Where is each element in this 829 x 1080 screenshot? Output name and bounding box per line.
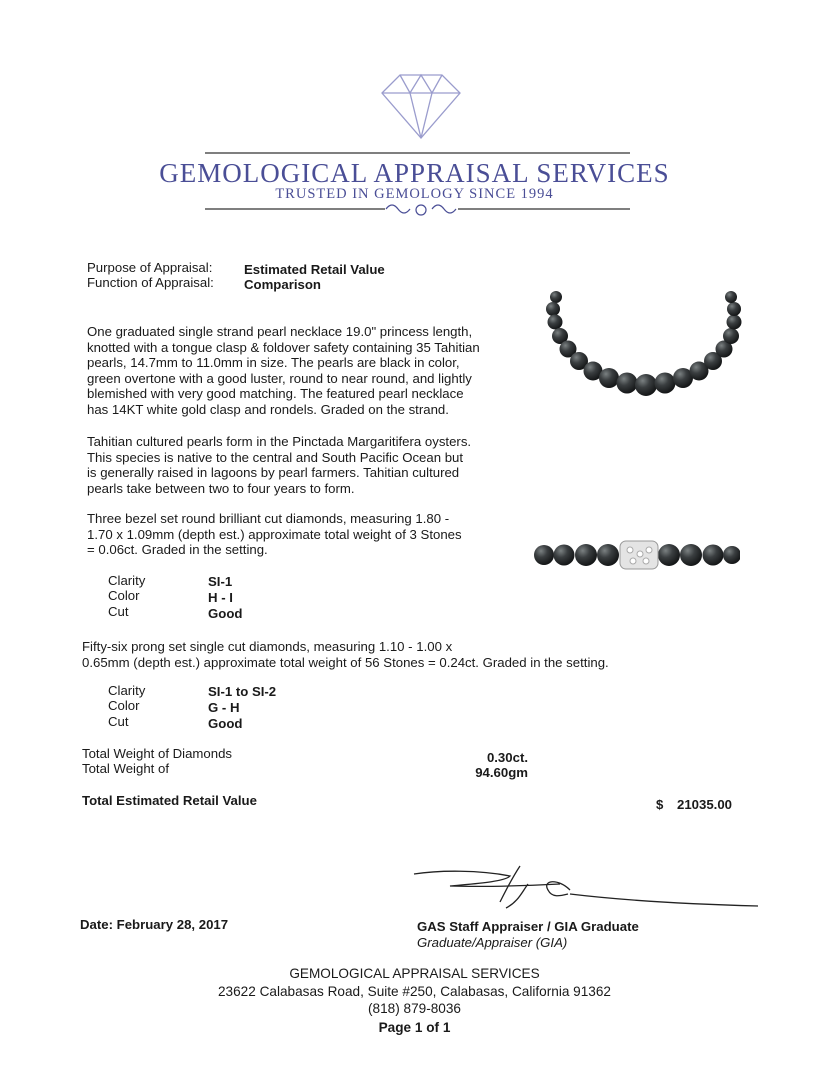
prong-clarity-value: SI-1 to SI-2 <box>208 684 277 699</box>
appraiser-name: GAS Staff Appraiser / GIA Graduate <box>417 919 639 934</box>
company-tagline: TRUSTED IN GEMOLOGY SINCE 1994 <box>275 186 554 202</box>
total-retail-value-label: Total Estimated Retail Value <box>82 793 257 808</box>
bezel-clarity-label: Clarity <box>108 573 146 588</box>
signature-image <box>410 862 760 922</box>
appraisal-date: Date: February 28, 2017 <box>80 917 229 932</box>
bezel-diamonds-description: Three bezel set round brilliant cut diamonds, measuring 1.80 - 1.70 x 1.09mm (depth est.) approximate total weight of 3 Stones = 0.06ct. Graded in the setting. <box>87 511 462 558</box>
purpose-value: Estimated Retail Value <box>244 262 385 277</box>
prong-color-value: G - H <box>208 700 240 715</box>
total-diamond-weight-label: Total Weight of Diamonds <box>82 746 233 761</box>
page-number: Page 1 of 1 <box>378 1020 451 1035</box>
prong-cut-label: Cut <box>108 714 129 729</box>
total-weight-label: Total Weight of <box>82 761 169 776</box>
prong-diamonds-description: Fifty-six prong set single cut diamonds, measuring 1.10 - 1.00 x 0.65mm (depth est.) approximate total weight of 56 Stones = 0.24ct. Graded in the setting. <box>82 639 609 670</box>
appraiser-title: Graduate/Appraiser (GIA) <box>417 935 568 950</box>
necklace-image <box>525 280 765 405</box>
bezel-cut-label: Cut <box>108 604 129 619</box>
footer-address: 23622 Calabasas Road, Suite #250, Calabasas, California 91362 <box>218 984 611 999</box>
function-label: Function of Appraisal: <box>87 275 214 290</box>
diamond-icon <box>382 75 460 138</box>
footer-company: GEMOLOGICAL APPRAISAL SERVICES <box>289 966 540 981</box>
function-value: Comparison <box>244 277 321 292</box>
total-weight-value: 94.60gm <box>475 765 528 780</box>
company-name: GEMOLOGICAL APPRAISAL SERVICES <box>159 158 670 188</box>
prong-cut-value: Good <box>208 716 243 731</box>
clasp-icon <box>620 541 658 569</box>
prong-clarity-label: Clarity <box>108 683 146 698</box>
bezel-clarity-value: SI-1 <box>208 574 233 589</box>
tahitian-description: Tahitian cultured pearls form in the Pinctada Margaritifera oysters. This species is native to the central and South Pacific Ocean but is generally raised in lagoons by pearl farmers. Tahitian cultured pearls take between two to four years to form. <box>87 434 472 496</box>
bezel-color-label: Color <box>108 588 140 603</box>
purpose-label: Purpose of Appraisal: <box>87 260 213 275</box>
ornament-icon <box>386 205 456 215</box>
total-retail-value: 21035.00 <box>676 797 732 812</box>
total-diamond-weight-value: 0.30ct. <box>486 750 528 765</box>
footer-phone: (818) 879-8036 <box>368 1001 461 1016</box>
pearl-description: One graduated single strand pearl necklace 19.0" princess length, knotted with a tongue clasp & foldover safety containing 35 Tahitian pearls, 14.7mm to 11.0mm in size. The pearls are black in color, green overtone with a good luster, round to near round, and lightly blemished with very good matching. The featured pearl necklace has 14KT white gold clasp and rondels. Graded on the strand. <box>87 324 480 417</box>
bezel-color-value: H - I <box>208 590 233 605</box>
clasp-image <box>532 530 740 580</box>
prong-color-label: Color <box>108 698 140 713</box>
bezel-cut-value: Good <box>208 606 243 621</box>
currency-symbol: $ <box>656 797 664 812</box>
